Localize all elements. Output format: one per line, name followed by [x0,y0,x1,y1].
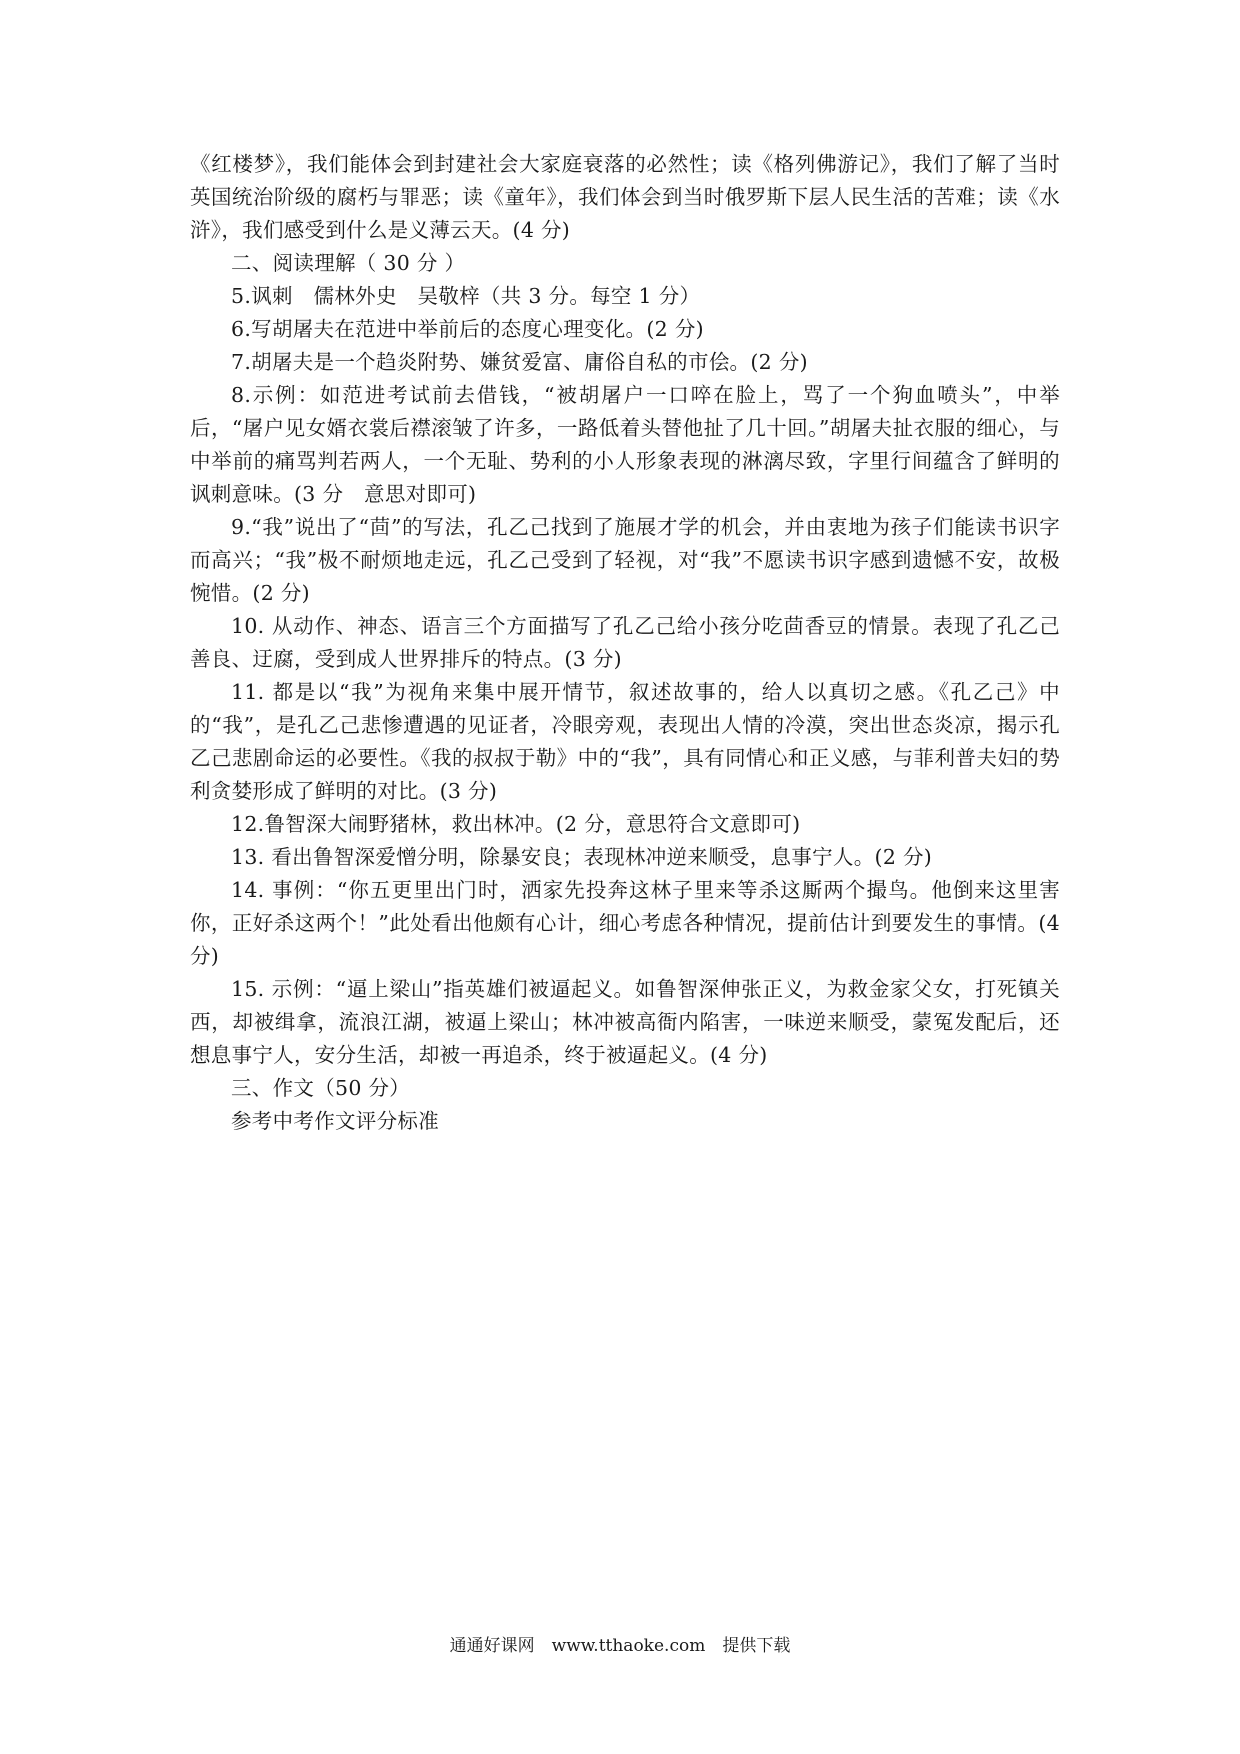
section-heading-reading: 二、阅读理解（ 30 分 ） [231,251,466,275]
answer-5: 5.讽刺 儒林外史 吴敬梓（共 3 分。每空 1 分） [231,284,701,308]
paragraph-reading-recommendation: 《红楼梦》，我们能体会到封建社会大家庭衰落的必然性；读《格列佛游记》，我们了解了当时英国统治阶级的腐朽与罪恶；读《童年》，我们体会到当时俄罗斯下层人民生活的苦难；读《水浒》，我们感受到什么是义薄云天。(4 分) [190,152,1060,242]
answer-13: 13. 看出鲁智深爱憎分明，除暴安良；表现林冲逆来顺受，息事宁人。(2 分) [231,845,933,869]
section-heading-composition: 三、作文（50 分） [231,1076,411,1100]
answer-8: 8.示例：如范进考试前去借钱，“被胡屠户一口啐在脸上，骂了一个狗血喷头”，中举后，“屠户见女婿衣裳后襟滚皱了许多，一路低着头替他扯了几十回。”胡屠夫扯衣服的细心，与中举前的痛骂判若两人，一个无耻、势利的小人形象表现的淋漓尽致，字里行间蕴含了鲜明的讽刺意味。(3 分 意思对即可) [190,383,1060,506]
answer-9: 9.“我”说出了“茴”的写法，孔乙己找到了施展才学的机会，并由衷地为孩子们能读书识字而高兴；“我”极不耐烦地走远，孔乙己受到了轻视，对“我”不愿读书识字感到遗憾不安，故极惋惜。(2 分) [190,515,1060,605]
answer-12: 12.鲁智深大闹野猪林，救出林冲。(2 分，意思符合文意即可) [231,812,801,836]
answer-14: 14. 事例：“你五更里出门时，洒家先投奔这林子里来等杀这厮两个撮鸟。他倒来这里害你，正好杀这两个！”此处看出他颇有心计，细心考虑各种情况，提前估计到要发生的事情。(4 分) [190,878,1060,968]
composition-note: 参考中考作文评分标准 [231,1109,439,1133]
answer-6: 6.写胡屠夫在范进中举前后的态度心理变化。(2 分) [231,317,704,341]
page-footer: 通通好课网 www.tthaoke.com 提供下载 [449,1636,791,1656]
answer-11: 11. 都是以“我”为视角来集中展开情节，叙述故事的，给人以真切之感。《孔乙己》中的“我”，是孔乙己悲惨遭遇的见证者，冷眼旁观，表现出人情的冷漠，突出世态炎凉，揭示孔乙己悲剧命运的必要性。《我的叔叔于勒》中的“我”，具有同情心和正义感，与菲利普夫妇的势利贪婪形成了鲜明的对比。(3 分) [190,680,1060,803]
answer-10: 10. 从动作、神态、语言三个方面描写了孔乙己给小孩分吃茴香豆的情景。表现了孔乙己善良、迂腐，受到成人世界排斥的特点。(3 分) [190,614,1060,671]
answer-15: 15. 示例：“逼上梁山”指英雄们被逼起义。如鲁智深伸张正义，为救金家父女，打死镇关西，却被缉拿，流浪江湖，被逼上梁山；林冲被高衙内陷害，一味逆来顺受，蒙冤发配后，还想息事宁人，安分生活，却被一再追杀，终于被逼起义。(4 分) [190,977,1060,1067]
answer-7: 7.胡屠夫是一个趋炎附势、嫌贫爱富、庸俗自私的市侩。(2 分) [231,350,808,374]
answer-key-body [190,148,1060,1138]
